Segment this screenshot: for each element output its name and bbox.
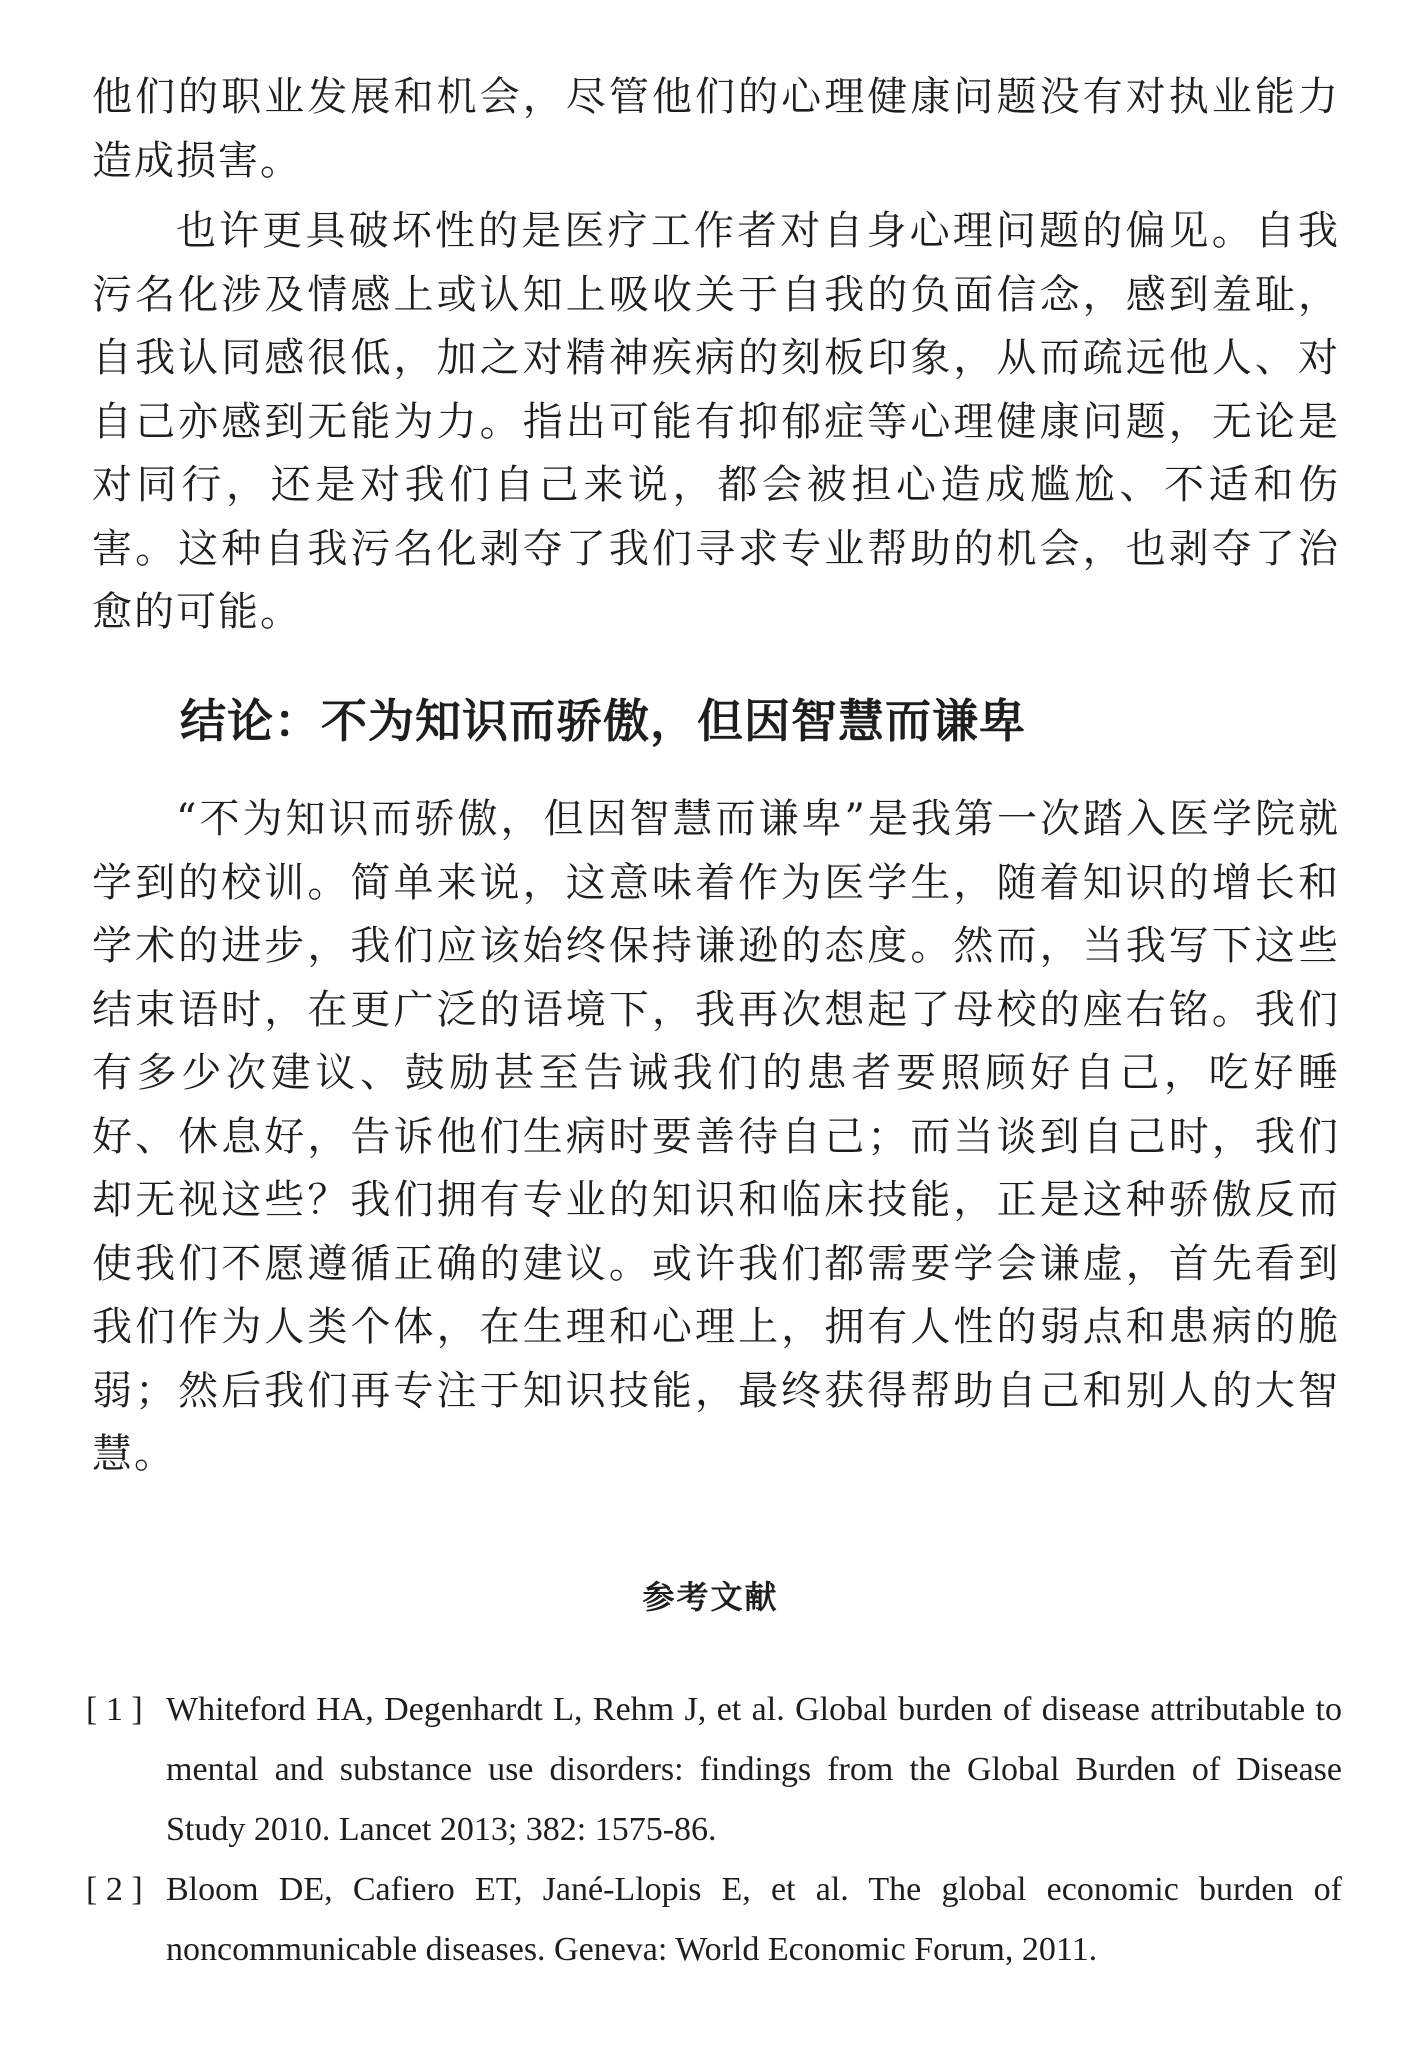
body-paragraph-1: 他们的职业发展和机会，尽管他们的心理健康问题没有对执业能力造成损害。: [92, 74, 1340, 184]
reference-text: Whiteford HA, Degenhardt L, Rehm J, et al. Global burden of disease attributable to mental and substance use disorders: findings from the Global Burden of Disease Study 2010. Lancet 2013; 382: 1575-86.: [166, 1691, 1342, 1848]
reference-item-2: [86, 1860, 1342, 1980]
reference-item-1: [86, 1680, 1342, 1860]
body-paragraph-3: “不为知识而骄傲，但因智慧而谦卑”是我第一次踏入医学院就学到的校训。简单来说，这意味着作为医学生，随着知识的增长和学术的进步，我们应该始终保持谦逊的态度。然而，当我写下这些结束语时，在更广泛的语境下，我再次想起了母校的座右铭。我们有多少次建议、鼓励甚至告诫我们的患者要照顾好自己，吃好睡好、休息好，告诉他们生病时要善待自己；而当谈到自己时，我们却无视这些？我们拥有专业的知识和临床技能，正是这种骄傲反而使我们不愿遵循正确的建议。或许我们都需要学会谦虚，首先看到我们作为人类个体，在生理和心理上，拥有人性的弱点和患病的脆弱；然后我们再专注于知识技能，最终获得帮助自己和别人的大智慧。: [92, 796, 1340, 1477]
body-paragraph-2: 也许更具破坏性的是医疗工作者对自身心理问题的偏见。自我污名化涉及情感上或认知上吸收关于自我的负面信念，感到羞耻，自我认同感很低，加之对精神疾病的刻板印象，从而疏远他人、对自己亦感到无能为力。指出可能有抑郁症等心理健康问题，无论是对同行，还是对我们自己来说，都会被担心造成尴尬、不适和伤害。这种自我污名化剥夺了我们寻求专业帮助的机会，也剥夺了治愈的可能。: [92, 208, 1340, 635]
reference-number: [ 1 ]: [86, 1691, 143, 1728]
reference-number: [ 2 ]: [86, 1871, 143, 1908]
references-title: 参考文献: [642, 1578, 779, 1616]
section-heading: 结论：不为知识而骄傲，但因智慧而谦卑: [180, 694, 1026, 748]
reference-text: Bloom DE, Cafiero ET, Jané-Llopis E, et al. The global economic burden of noncommunicable diseases. Geneva: World Economic Forum, 2011.: [166, 1871, 1342, 1968]
